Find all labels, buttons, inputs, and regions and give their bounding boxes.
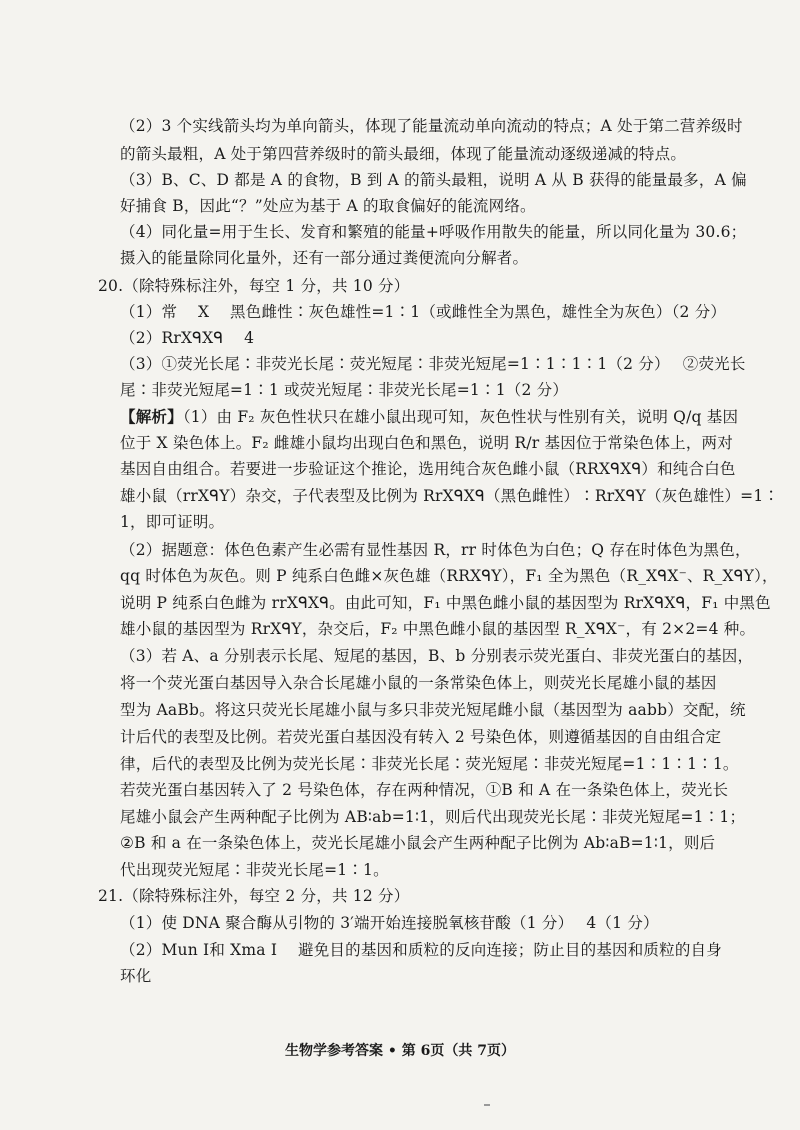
q20-heading: 20.（除特殊标注外，每空 1 分，共 10 分） [98,277,410,295]
q20-explanation-1-line2: 位于 X 染色体上。F₂ 雌雄小鼠均出现白色和黑色，说明 R/r 基因位于常染色体上，两对 [120,434,733,452]
q19-part3-line1: （3）B、C、D 都是 A 的食物，B 到 A 的箭头最粗，说明 A 从 B 获得的能量最多，A 偏 [120,171,747,189]
q20-explanation-2-line1: （2）据题意：体色色素产生必需有显性基因 R，rr 时体色为白色；Q 存在时体色为黑色， [120,541,751,559]
q20-explanation-1-line5: 1，即可证明。 [120,513,225,531]
q19-part2-line2: 的箭头最粗，A 处于第四营养级时的箭头最细，体现了能量流动逐级递减的特点。 [120,145,687,163]
q20-explanation-3-line3: 型为 AaBb。将这只荧光长尾雄小鼠与多只非荧光短尾雌小鼠（基因型为 aabb）交配，统 [120,701,746,719]
q20-explanation-2-line2: qq 时体色为灰色。则 P 纯系白色雌×灰色雄（RRXᑫY），F₁ 全为黑色（R_XᑫX⁻、R_XᑫY）， [120,567,778,585]
q20-explanation-2-line4: 雄小鼠的基因型为 RrXᑫY，杂交后，F₂ 中黑色雌小鼠的基因型 R_XᑫX⁻，有 2×2=4 种。 [120,620,756,638]
q20-explanation-3-line5: 律，后代的表型及比例为荧光长尾∶非荧光长尾∶荧光短尾∶非荧光短尾=1∶1∶1∶1。 [120,755,739,773]
q20-explanation-3-line1: （3）若 A、a 分别表示长尾、短尾的基因，B、b 分别表示荧光蛋白、非荧光蛋白的基因， [120,647,754,665]
q20-explanation-1-line1 [120,407,738,427]
q20-explanation-3-line2: 将一个荧光蛋白基因导入杂合长尾雄小鼠的一条常染色体上，则荧光长尾雄小鼠的基因 [120,674,717,692]
q20-explanation-3-line4: 计后代的表型及比例。若荧光蛋白基因没有转入 2 号染色体，则遵循基因的自由组合定 [120,728,722,746]
q20-explanation-3-line9: 代出现荧光短尾∶非荧光长尾=1∶1。 [120,861,389,879]
q19-part4-line1: （4）同化量=用于生长、发育和繁殖的能量+呼吸作用散失的能量，所以同化量为 30.6； [120,223,747,241]
q20-explanation-1-line4: 雄小鼠（rrXᑫY）杂交，子代表型及比例为 RrXᑫXᑫ（黑色雌性）∶RrXᑫY（灰色雄性）=1∶ [120,487,780,505]
q20-explanation-3-line7: 尾雄小鼠会产生两种配子比例为 AB∶ab=1∶1，则后代出现荧光长尾∶非荧光短尾=1∶1； [120,808,746,826]
q21-answer-1: （1）使 DNA 聚合酶从引物的 3′端开始连接脱氧核苷酸（1 分） 4（1 分） [120,914,659,932]
q20-answer-2: （2）RrXᑫXᑫ 4 [120,329,255,347]
q20-explanation-3-line8: ②B 和 a 在一条染色体上，荧光长尾雄小鼠会产生两种配子比例为 Ab∶aB=1∶1，则后 [120,834,716,852]
q20-answer-3-line1: （3）①荧光长尾∶非荧光长尾∶荧光短尾∶非荧光短尾=1∶1∶1∶1（2 分） ②荧光长 [120,355,746,373]
q20-answer-3-line2: 尾∶非荧光短尾=1∶1 或荧光短尾∶非荧光长尾=1∶1（2 分） [120,381,569,399]
page-footer: 生物学参考答案 • 第 6页（共 7页） [285,1043,515,1059]
explanation-text: （1）由 F₂ 灰色性状只在雄小鼠出现可知，灰色性状与性别有关，说明 Q/q 基因 [182,408,739,426]
q20-answer-1: （1）常 X 黑色雌性∶灰色雄性=1∶1（或雌性全为黑色，雄性全为灰色）（2 分） [120,303,727,321]
q19-part2-line1: （2）3 个实线箭头均为单向箭头，体现了能量流动单向流动的特点；A 处于第二营养级时 [120,117,743,135]
scan-speck [484,1104,490,1106]
q20-explanation-1-line3: 基因自由组合。若要进一步验证这个推论，选用纯合灰色雌小鼠（RRXᑫXᑫ）和纯合白色 [120,460,736,478]
q21-answer-2-line2: 环化 [120,967,152,985]
q20-explanation-2-line3: 说明 P 纯系白色雌为 rrXᑫXᑫ。由此可知，F₁ 中黑色雌小鼠的基因型为 RrXᑫXᑫ，F₁ 中黑色 [120,594,771,612]
q19-part3-line2: 好捕食 B，因此“？”处应为基于 A 的取食偏好的能流网络。 [120,197,536,215]
q21-heading: 21.（除特殊标注外，每空 2 分，共 12 分） [98,887,410,905]
explanation-tag: 【解析】 [120,407,183,426]
q20-explanation-3-line6: 若荧光蛋白基因转入了 2 号染色体，存在两种情况，①B 和 A 在一条染色体上，荧光长 [120,781,729,799]
q21-answer-2-line1: （2）Mun Ⅰ和 Xma Ⅰ 避免目的基因和质粒的反向连接；防止目的基因和质粒的自身 [120,941,722,959]
q19-part4-line2: 摄入的能量除同化量外，还有一部分通过粪便流向分解者。 [120,249,529,267]
